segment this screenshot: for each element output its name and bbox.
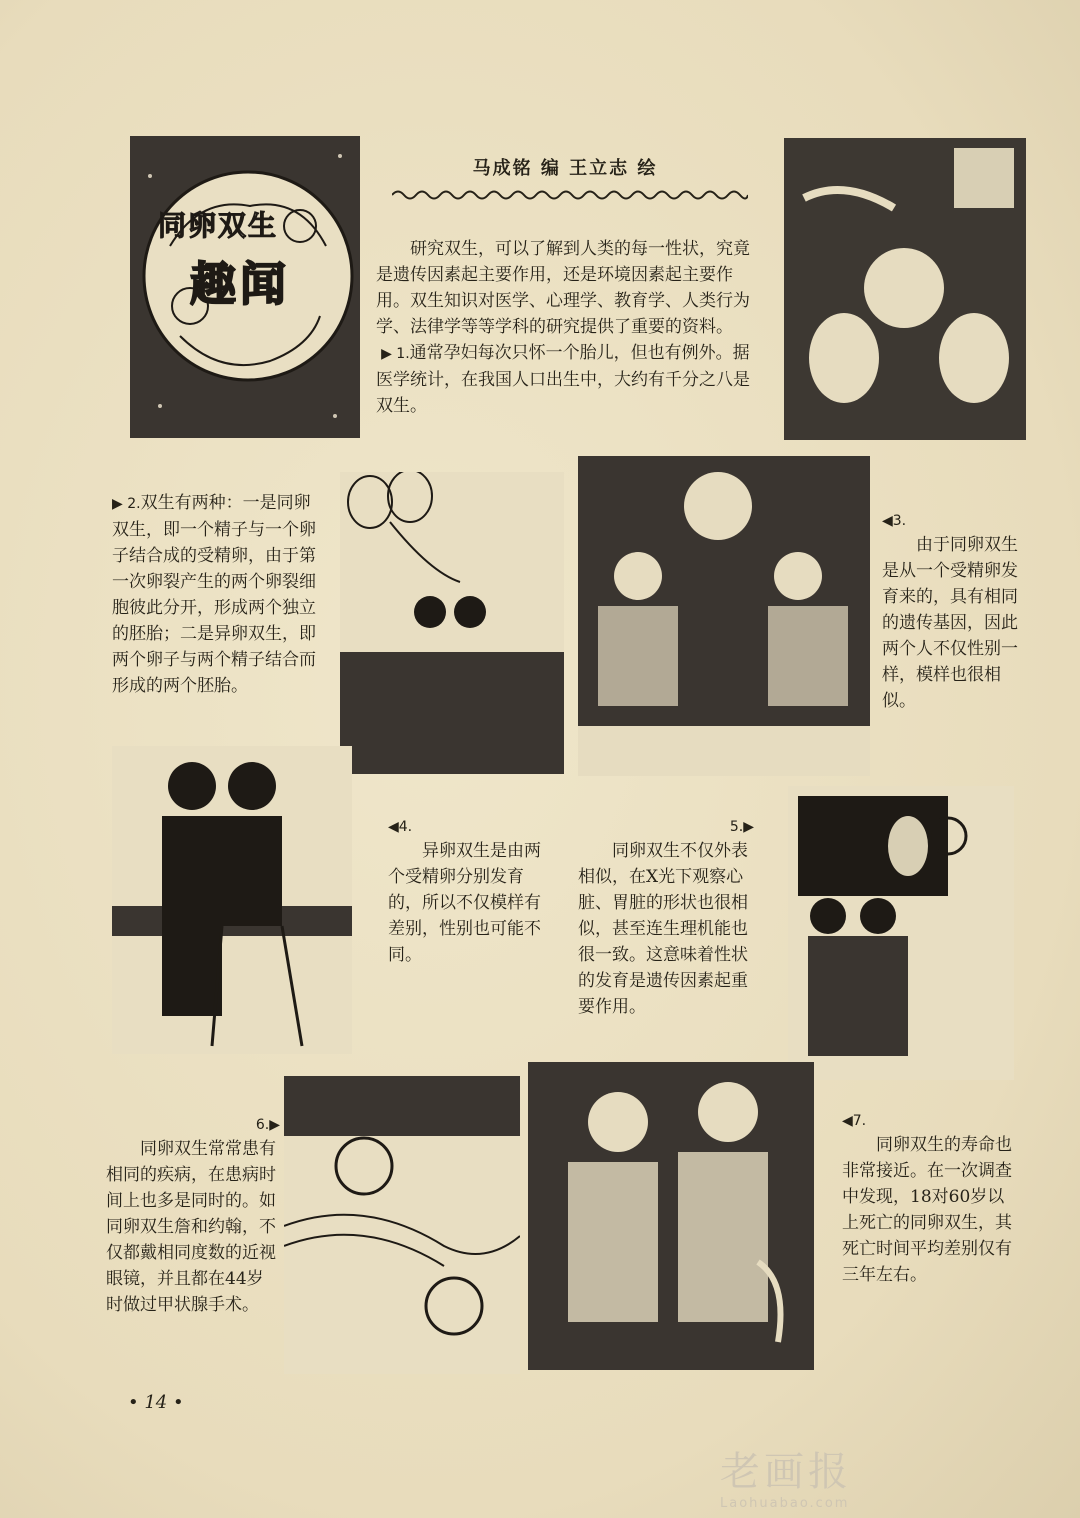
title-lettering bbox=[150, 196, 350, 316]
watermark: 老画报 bbox=[720, 1449, 852, 1495]
title-line1: 同卵双生 bbox=[158, 209, 279, 242]
illustration-elderly-men bbox=[528, 1062, 814, 1370]
section-6-text: 同卵双生常常患有相同的疾病，在患病时间上也多是同时的。如同卵双生詹和约翰，不仅都戴相同度数的近视眼镜，并且都在44岁时做过甲状腺手术。 bbox=[106, 1139, 276, 1315]
section-5 bbox=[578, 816, 754, 1020]
section-2-marker: ▶ 2. bbox=[112, 496, 141, 512]
section-1 bbox=[376, 340, 758, 419]
section-4 bbox=[388, 816, 546, 968]
section-6 bbox=[106, 1114, 280, 1318]
section-2-text: 双生有两种：一是同卵双生，即一个精子与一个卵子结合成的受精卵，由于第一次卵裂产生的两个卵裂细胞彼此分开，形成两个独立的胚胎；二是异卵双生，即两个卵子与两个精子结合而形成的两个胚胎。 bbox=[112, 493, 316, 696]
illustration-boy-girl bbox=[112, 746, 352, 1054]
illustration-hospital bbox=[784, 138, 1026, 440]
section-3 bbox=[882, 510, 1032, 714]
watermark-url: Laohuabao.com bbox=[720, 1496, 850, 1511]
section-7-text: 同卵双生的寿命也非常接近。在一次调查中发现，18对60岁以上死亡的同卵双生，其死亡时间平均差别仅有三年左右。 bbox=[842, 1135, 1012, 1285]
section-7 bbox=[842, 1110, 1020, 1288]
illustration-girls-balloons bbox=[340, 472, 564, 774]
title-line2: 趣闻 bbox=[190, 257, 290, 311]
section-2 bbox=[112, 490, 322, 699]
intro-text bbox=[376, 236, 758, 419]
section-5-marker: 5.▶ bbox=[729, 819, 754, 835]
section-6-marker: 6.▶ bbox=[255, 1117, 280, 1133]
section-3-text: 由于同卵双生是从一个受精卵发育来的，具有相同的遗传基因，因此两个人不仅性别一样，模样也很相似。 bbox=[882, 535, 1018, 711]
section-4-text: 异卵双生是由两个受精卵分别发育的，所以不仅模样有差别，性别也可能不同。 bbox=[388, 841, 541, 965]
section-1-text: 通常孕妇每次只怀一个胎儿，但也有例外。据医学统计，在我国人口出生中，大约有千分之八是双生。 bbox=[376, 343, 750, 416]
illustration-xray bbox=[788, 786, 1014, 1080]
section-1-marker: ▶ 1. bbox=[381, 346, 410, 362]
byline: 马成铭 编 王立志 绘 bbox=[472, 158, 658, 179]
section-4-marker: ◀4. bbox=[388, 819, 413, 835]
decorative-chain-divider bbox=[392, 188, 748, 202]
illustration-patients bbox=[284, 1076, 520, 1374]
section-3-marker: ◀3. bbox=[882, 513, 907, 529]
section-5-text: 同卵双生不仅外表相似，在X光下观察心脏、胃脏的形状也很相似，甚至连生理机能也很一致。这意味着性状的发育是遗传因素起重要作用。 bbox=[578, 841, 748, 1017]
section-7-marker: ◀7. bbox=[842, 1113, 867, 1129]
illustration-mother-twins bbox=[578, 456, 870, 776]
page-number: • 14 • bbox=[128, 1392, 184, 1413]
intro-paragraph: 研究双生，可以了解到人类的每一性状，究竟是遗传因素起主要作用，还是环境因素起主要作用。双生知识对医学、心理学、教育学、人类行为学、法律学等等学科的研究提供了重要的资料。 bbox=[376, 239, 750, 337]
